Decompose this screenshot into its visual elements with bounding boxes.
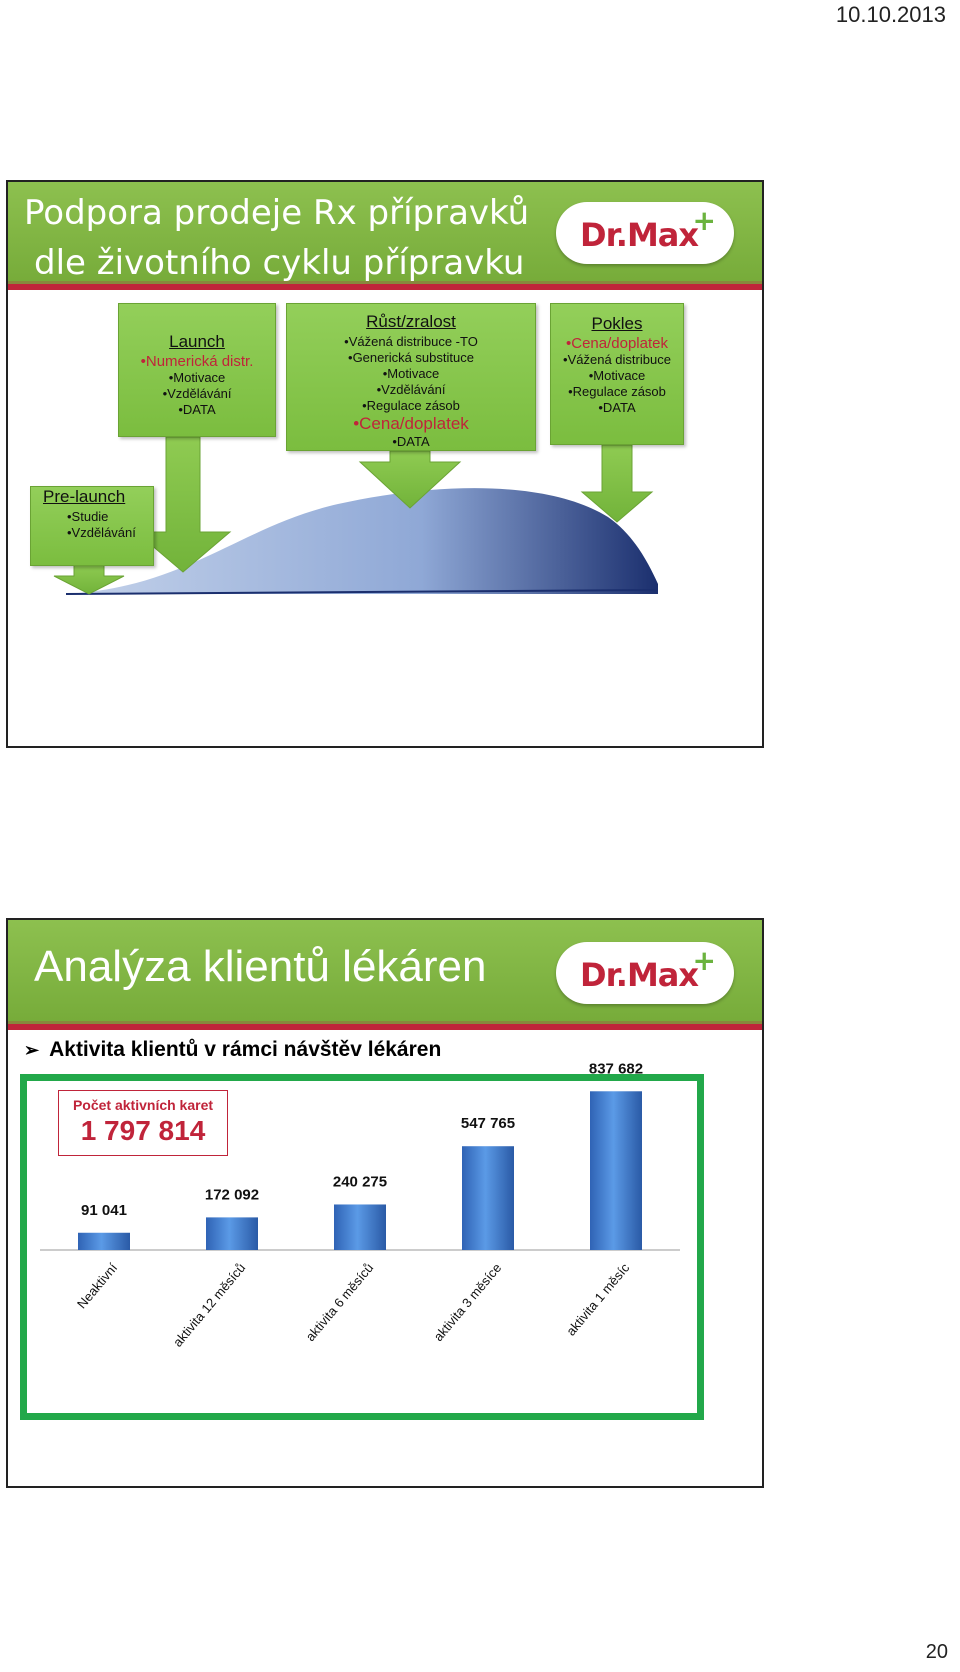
bar-value-label-1: 172 092 xyxy=(204,1186,260,1204)
category-label-1: aktivita 12 měsíců xyxy=(169,1260,249,1350)
phase-launch xyxy=(118,303,276,437)
bar-0 xyxy=(78,1233,130,1250)
phase-item: •Vzdělávání xyxy=(67,525,136,540)
kpi-value: 1 797 814 xyxy=(80,1115,206,1146)
phase-item: •Motivace xyxy=(168,370,226,385)
phase-item: •DATA xyxy=(392,434,430,449)
bar-value-label-0: 91 041 xyxy=(81,1201,127,1219)
phase-item: •Vážená distribuce -TO xyxy=(344,334,478,349)
title-line-2: dle životního cyklu přípravku xyxy=(34,243,525,283)
phase-item: •Regulace zásob xyxy=(568,384,666,399)
phase-item: •Vzdělávání xyxy=(162,386,232,401)
bar-value-label-2: 240 275 xyxy=(332,1173,388,1191)
slide-title: Analýza klientů lékáren xyxy=(34,942,487,991)
phase-item: •Cena/doplatek xyxy=(353,414,469,433)
phase-rust xyxy=(286,303,536,451)
phase-item: •Motivace xyxy=(382,366,440,381)
phase-item: •Regulace zásob xyxy=(362,398,460,413)
logo-text: Dr.Max xyxy=(580,956,699,994)
bar-2 xyxy=(334,1204,386,1250)
bar-value-label-3: 547 765 xyxy=(460,1115,516,1133)
lifecycle-diagram xyxy=(8,182,764,748)
phase-title: Pre-launch xyxy=(43,487,126,506)
slide-client-analysis xyxy=(6,918,764,1488)
category-label-4: aktivita 1 měsíc xyxy=(563,1260,633,1339)
logo-plus-icon: + xyxy=(692,944,716,977)
bar-3 xyxy=(462,1146,514,1250)
bar-4 xyxy=(590,1091,642,1250)
category-label-3: aktivita 3 měsíce xyxy=(430,1260,505,1345)
phase-title: Růst/zralost xyxy=(366,312,456,331)
page-date: 10.10.2013 xyxy=(835,2,946,27)
phase-item: •Vzdělávání xyxy=(376,382,446,397)
phase-item: •Studie xyxy=(67,509,109,524)
bullet-arrow-icon: ➢ xyxy=(24,1040,40,1060)
slide-lifecycle xyxy=(6,180,764,748)
kpi-label: Počet aktivních karet xyxy=(72,1097,214,1113)
page-number: 20 xyxy=(925,1641,948,1663)
logo-text: Dr.Max xyxy=(580,216,699,254)
title-line-1: Podpora prodeje Rx přípravků xyxy=(24,193,530,233)
bar-chart xyxy=(8,920,764,1488)
logo-plus-icon: + xyxy=(692,204,716,237)
phase-item: •Vážená distribuce xyxy=(563,352,671,367)
phase-item: •Motivace xyxy=(588,368,646,383)
phase-item: •Cena/doplatek xyxy=(566,335,668,352)
category-label-2: aktivita 6 měsíců xyxy=(302,1260,377,1345)
bar-1 xyxy=(206,1217,258,1250)
phase-item: •DATA xyxy=(178,402,216,417)
phase-item: •Generická substituce xyxy=(348,350,474,365)
phase-prelaunch xyxy=(30,486,154,566)
category-label-0: Neaktivní xyxy=(73,1260,121,1312)
phase-item: •Numerická distr. xyxy=(140,353,254,370)
bullet-text: Aktivita klientů v rámci návštěv lékáren xyxy=(49,1038,442,1061)
phase-pokles xyxy=(550,303,684,445)
phase-title: Pokles xyxy=(591,314,643,333)
bar-value-label-4: 837 682 xyxy=(588,1060,644,1078)
phase-item: •DATA xyxy=(598,400,636,415)
phase-title: Launch xyxy=(169,332,225,351)
kpi-box xyxy=(58,1090,228,1156)
